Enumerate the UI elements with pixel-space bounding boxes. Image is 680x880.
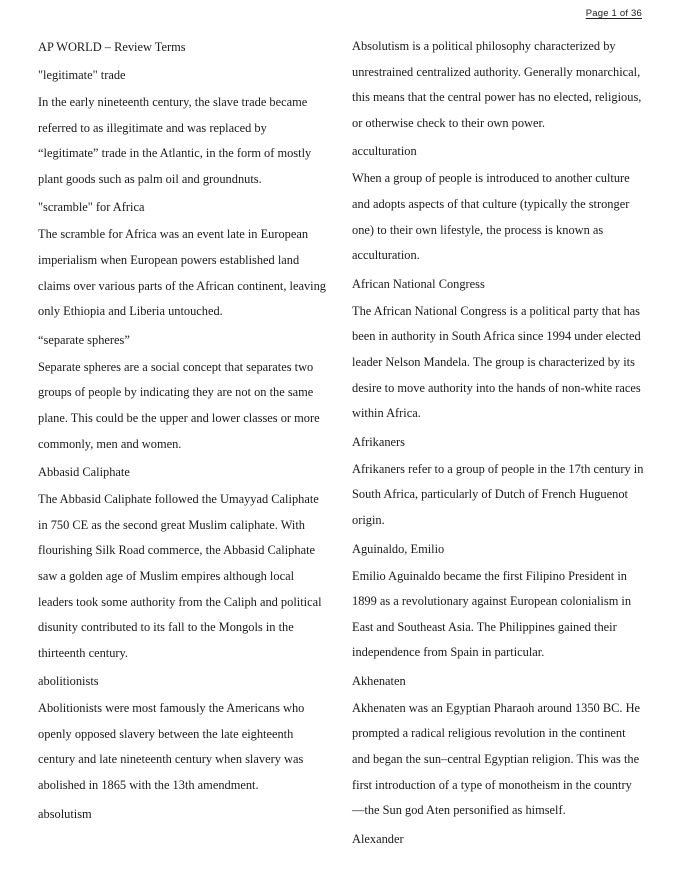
term-heading: abolitionists [38,674,99,689]
term-heading: Alexander [352,831,404,846]
definition-paragraph: When a group of people is introduced to another culture and adopts aspects of that culture (typically the stronger one) to their own lifestyle, the process is known as acculturation. [352,171,633,263]
definition-paragraph: Abolitionists were most famously the Americans who openly opposed slavery between the late eighteenth century and late nineteenth century when slavery was abolished in 1865 with the 13th amendment. [38,701,308,793]
page-number-header: Page 1 of 36 [585,8,642,19]
term-heading: Abbasid Caliphate [38,465,130,480]
definition-paragraph: In the early nineteenth century, the slave trade became referred to as illegitimate and was replaced by “legitimate” trade in the Atlantic, in the form of mostly plant goods such as palm oil and groundnuts. [38,95,315,186]
definition-paragraph: The African National Congress is a political party that has been in authority in South Africa since 1994 under elected leader Nelson Mandela. The group is characterized by its desire to move authority into the hands of non-white races within Africa. [352,303,644,421]
definition-paragraph: The Abbasid Caliphate followed the Umayyad Caliphate in 750 CE as the second great Muslim caliphate. With flourishing Silk Road commerce, the Abbasid Caliphate saw a golden age of Muslim empires although local leaders took some authority from the Caliph and political disunity contributed to its fall to the Mongols in the thirteenth century. [38,492,325,660]
term-heading: "legitimate" trade [38,68,126,82]
right-column [352,34,647,852]
definition-paragraph: The scramble for Africa was an event late in European imperialism when European powers established land claims over various parts of the African continent, leaving only Ethiopia and Liberia untouched. [38,227,330,319]
two-column-body [38,34,650,852]
left-column [38,34,330,852]
term-heading: African National Congress [352,276,485,291]
definition-paragraph: Afrikaners refer to a group of people in the 17th century in South Africa, particularly of Dutch of French Huguenot origin. [352,461,647,527]
term-heading: acculturation [352,144,417,159]
definition-paragraph: Emilio Aguinaldo became the first Filipino President in 1899 as a revolutionary against European colonialism in East and Southeast Asia. The Philippines gained their independence from Spain in particular. [352,568,635,660]
term-heading: “separate spheres” [38,332,130,347]
term-heading: Akhenaten [352,673,406,688]
definition-paragraph: Akhenaten was an Egyptian Pharaoh around 1350 BC. He prompted a radical religious revolution in the continent and began the sun–central Egyptian religion. This was the first introduction of a type of monotheism in the country—the Sun god Aten personified as himself. [352,700,644,818]
term-heading: Afrikaners [352,434,405,449]
term-heading: "scramble" for Africa [38,200,145,215]
definition-paragraph: Absolutism is a political philosophy characterized by unrestrained centralized authority. Generally monarchical, this means that the central power has no elected, religious, or otherwise check to their own power. [352,39,645,130]
term-heading: absolutism [38,806,92,821]
term-heading: Aguinaldo, Emilio [352,541,445,556]
definition-paragraph: Separate spheres are a social concept that separates two groups of people by indicating they are not on the same plane. This could be the upper and lower classes or more commonly, men and women. [38,359,323,451]
term-heading: AP WORLD – Review Terms [38,40,186,54]
